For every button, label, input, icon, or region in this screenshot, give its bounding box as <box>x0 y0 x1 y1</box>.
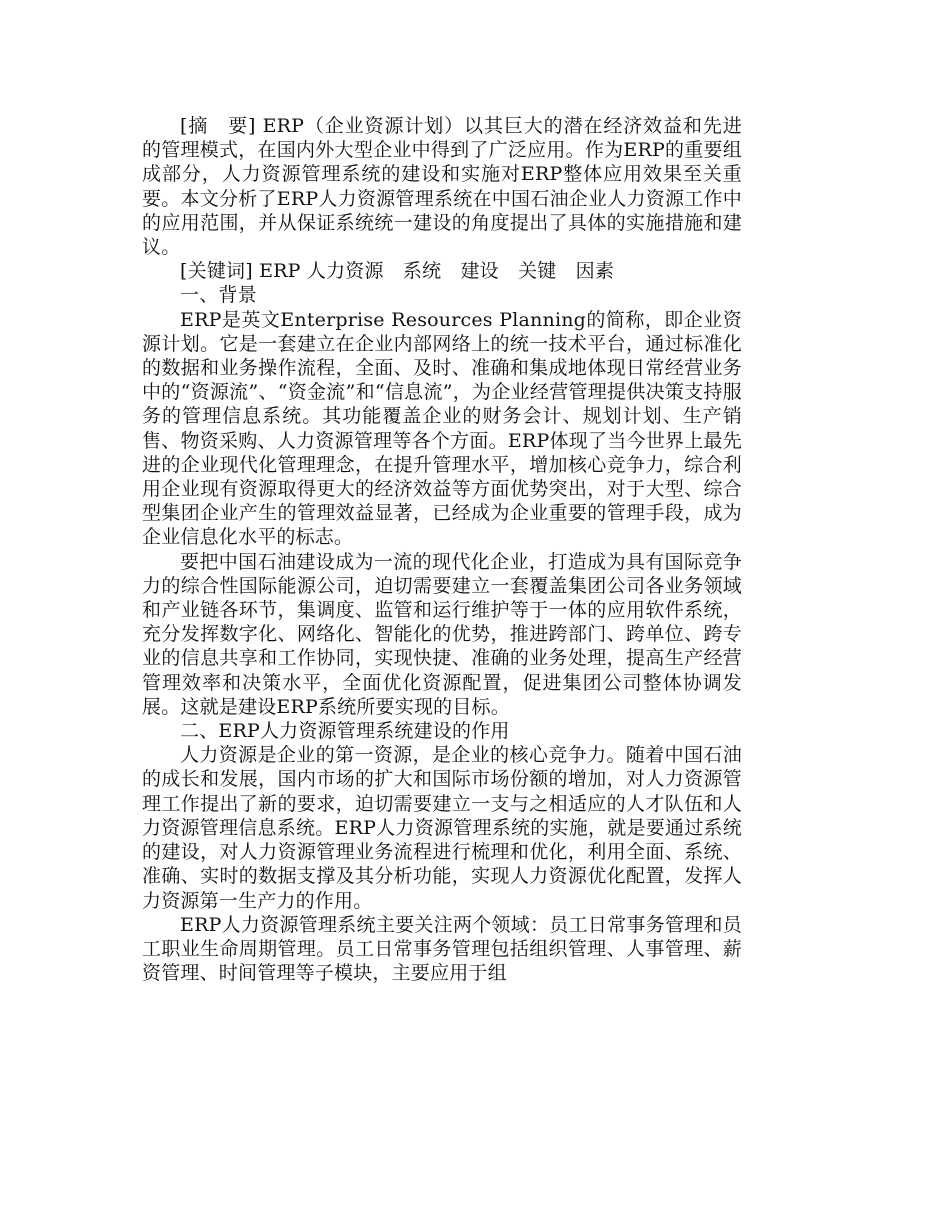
document-body <box>142 114 742 985</box>
section-heading-hr-role: 二、ERP人力资源管理系统建设的作用 <box>180 720 510 743</box>
body-paragraph-erp-goal: 要把中国石油建设成为一流的现代化企业，打造成为具有国际竞争力的综合性国际能源公司，迫切需要建立一套覆盖集团公司各业务领域和产业链各环节，集调度、监管和运行维护等于一体的应用软件系统，充分发挥数字化、网络化、智能化的优势，推进跨部门、跨单位、跨专业的信息共享和工作协同，实现快捷、准确的业务处理，提高生产经营管理效率和决策水平，全面优化资源配置，促进集团公司整体协调发展。这就是建设ERP系统所要实现的目标。 <box>142 550 742 718</box>
body-paragraph-hr-domains: ERP人力资源管理系统主要关注两个领域：员工日常事务管理和员工职业生命周期管理。员工日常事务管理包括组织管理、人事管理、薪资管理、时间管理等子模块，主要应用于组 <box>142 913 742 985</box>
keywords-paragraph: [关键词] ERP 人力资源 系统 建设 关键 因素 <box>180 260 615 283</box>
body-paragraph-hr-resource: 人力资源是企业的第一资源，是企业的核心竞争力。随着中国石油的成长和发展，国内市场的扩大和国际市场份额的增加，对人力资源管理工作提出了新的要求，迫切需要建立一支与之相适应的人才队伍和人力资源管理信息系统。ERP人力资源管理系统的实施，就是要通过系统的建设，对人力资源管理业务流程进行梳理和优化，利用全面、系统、准确、实时的数据支撑及其分析功能，实现人力资源优化配置，发挥人力资源第一生产力的作用。 <box>142 744 742 912</box>
abstract-paragraph: [摘 要] ERP（企业资源计划）以其巨大的潜在经济效益和先进的管理模式，在国内外大型企业中得到了广泛应用。作为ERP的重要组成部分，人力资源管理系统的建设和实施对ERP整体应用效果至关重要。本文分析了ERP人力资源管理系统在中国石油企业人力资源工作中的应用范围，并从保证系统统一建设的角度提出了具体的实施措施和建议。 <box>142 115 742 259</box>
section-heading-background: 一、背景 <box>180 284 257 307</box>
body-paragraph-erp-definition: ERP是英文Enterprise Resources Planning的简称，即企业资源计划。它是一套建立在企业内部网络上的统一技术平台，通过标准化的数据和业务操作流程，全面、及时、准确和集成地体现日常经营业务中的“资源流”、“资金流”和“信息流”，为企业经营管理提供决策支持服务的管理信息系统。其功能覆盖企业的财务会计、规划计划、生产销售、物资采购、人力资源管理等各个方面。ERP体现了当今世界上最先进的企业现代化管理理念，在提升管理水平，增加核心竞争力，综合利用企业现有资源取得更大的经济效益等方面优势突出，对于大型、综合型集团企业产生的管理效益显著，已经成为企业重要的管理手段，成为企业信息化水平的标志。 <box>142 308 742 549</box>
